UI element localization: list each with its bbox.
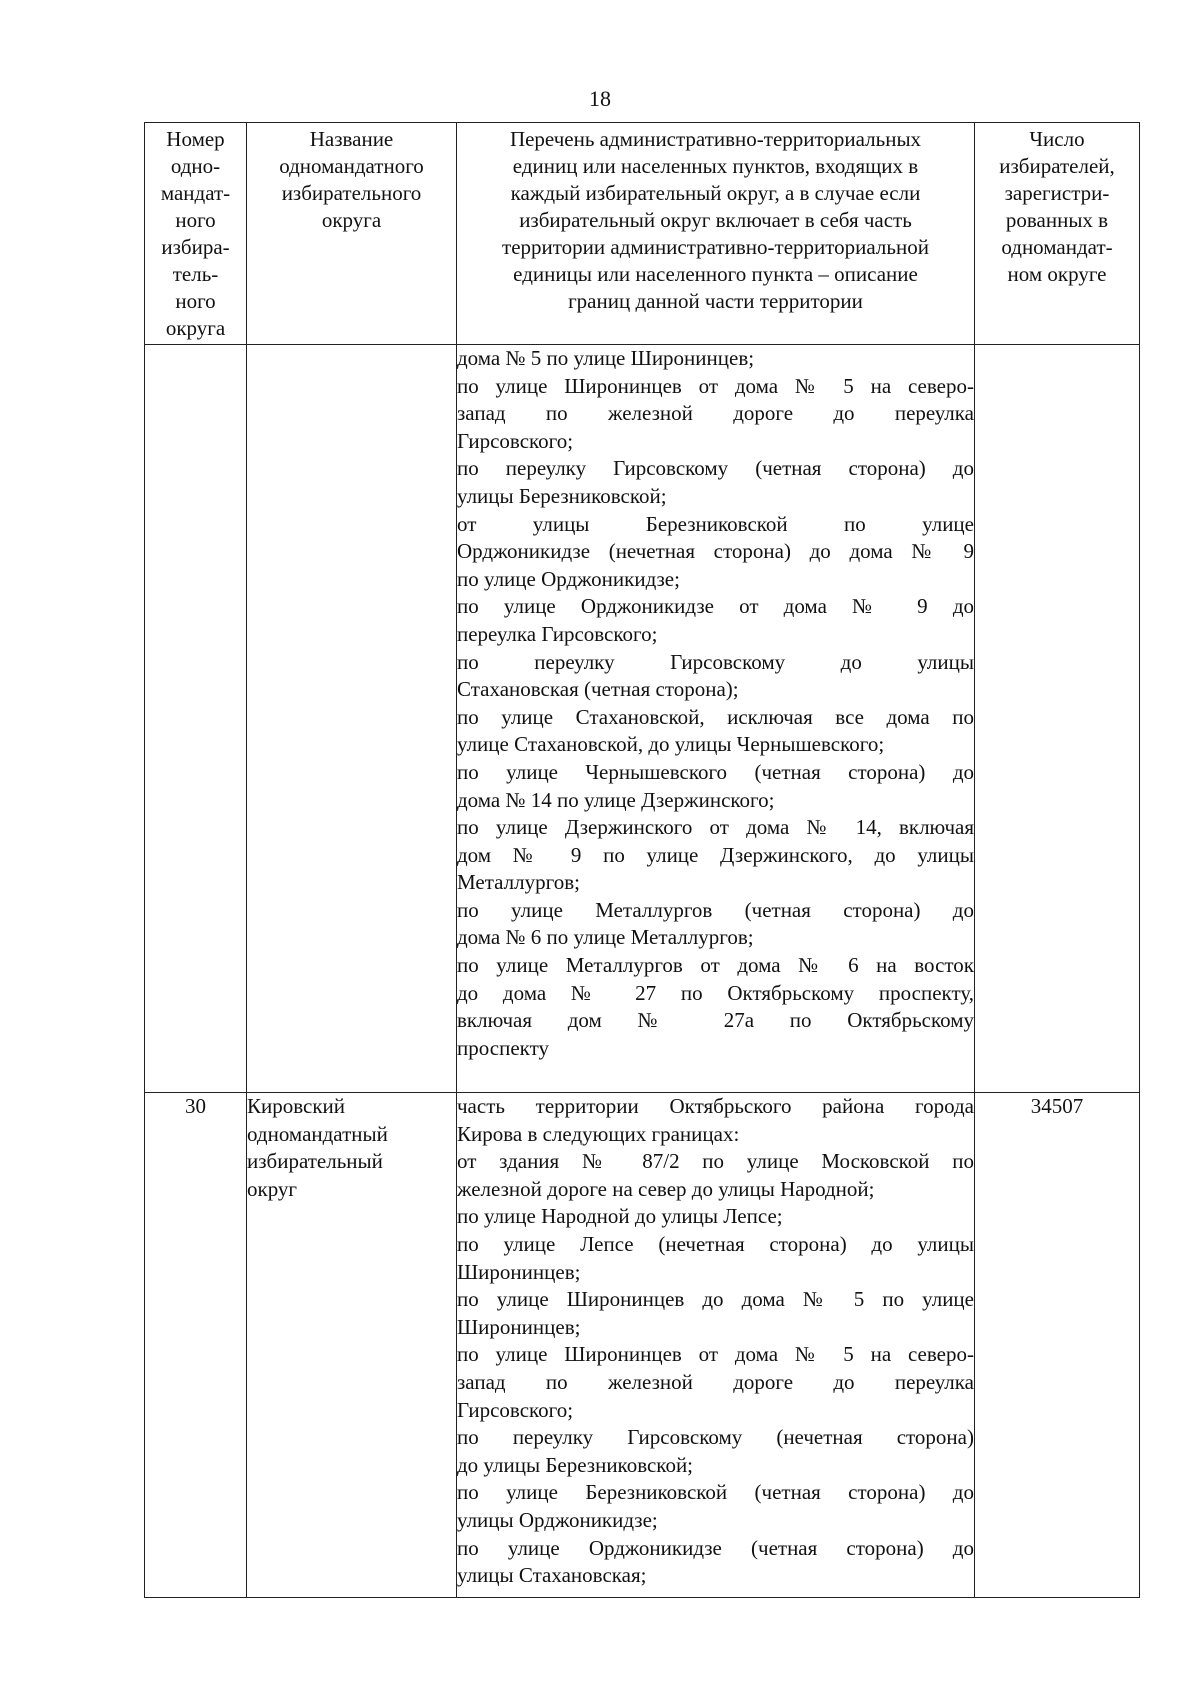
text-line: ного	[175, 289, 216, 313]
text-line: по переулку Гирсовскому (четная сторона) до	[457, 456, 974, 481]
text-line: Перечень административно-территориальных	[509, 127, 922, 151]
text-line: единицы или населенного пункта – описание	[513, 262, 918, 286]
text-line: Стахановская (четная сторона);	[457, 677, 739, 702]
text-line: Орджоникидзе (нечетная сторона) до дома № 9	[457, 539, 974, 564]
text-line: одно-	[170, 154, 221, 178]
text-line: одномандатный	[247, 1121, 388, 1146]
text-line: Широнинцев;	[457, 1259, 581, 1284]
text-line: Число	[1029, 127, 1085, 151]
text-line: от здания № 87/2 по улице Московской по	[457, 1149, 974, 1174]
text-line: Гирсовского;	[457, 428, 574, 453]
text-line: по улице Дзержинского от дома № 14, включая	[457, 815, 974, 840]
text-line: по улице Народной до улицы Лепсе;	[457, 1204, 783, 1229]
text-line: единиц или населенных пунктов, входящих в	[512, 154, 919, 178]
text-line: улицы Орджоникидзе;	[457, 1507, 658, 1532]
text-line: зарегистри-	[1004, 181, 1110, 205]
text-line: мандат-	[160, 181, 231, 205]
table-header-row	[145, 123, 1140, 345]
text-line: избирательный округ включает в себя часть	[519, 208, 912, 232]
text-line: Металлургов;	[457, 870, 580, 895]
text-line: одномандатного	[279, 154, 424, 178]
text-line: дома № 5 по улице Широнинцев;	[457, 346, 755, 370]
text-line: округа	[321, 208, 382, 232]
text-line: по переулку Гирсовскому (нечетная сторона)	[457, 1425, 974, 1450]
text-line: улицы Березниковской;	[457, 483, 667, 508]
header-district-number	[145, 123, 247, 345]
text-line: территории административно-территориальной	[502, 235, 929, 259]
text-line: ного	[175, 208, 216, 232]
text-line: запад по железной дороге до переулка	[457, 1369, 974, 1394]
text-line: улицы Стахановская;	[457, 1563, 647, 1588]
text-line: улице Стахановской, до улицы Чернышевского;	[457, 732, 885, 757]
text-line: Номер	[166, 127, 225, 151]
text-line: Широнинцев;	[457, 1314, 581, 1339]
text-line: Гирсовского;	[457, 1397, 574, 1422]
text-line: по улице Лепсе (нечетная сторона) до улицы	[457, 1231, 974, 1256]
text-line: рованных в	[1005, 208, 1109, 232]
text-line: округ	[247, 1176, 298, 1201]
text-line: по улице Березниковской (четная сторона) до	[457, 1480, 974, 1505]
header-territory-list	[457, 123, 975, 345]
text-line: Кирова в следующих границах:	[457, 1121, 740, 1146]
text-line: дома № 14 по улице Дзержинского;	[457, 787, 775, 812]
district-number-cell	[145, 345, 247, 1093]
table-row	[145, 1093, 1140, 1598]
text-line: железной дороге на север до улицы Народной;	[457, 1176, 875, 1201]
text-line: до дома № 27 по Октябрьскому проспекту,	[457, 980, 974, 1005]
text-line: избира-	[161, 235, 230, 259]
text-line: границ данной части территории	[568, 289, 863, 313]
text-line: по улице Орджоникидзе от дома № 9 до	[457, 594, 974, 619]
text-line: округа	[165, 316, 226, 340]
text-line: включая дом № 27а по Октябрьскому	[457, 1008, 974, 1033]
text-line: Кировский	[247, 1094, 346, 1118]
header-voter-count	[975, 123, 1140, 345]
table-row	[145, 345, 1140, 1093]
text-line: от улицы Березниковской по улице	[457, 511, 974, 536]
text-line: Название	[309, 127, 394, 151]
text-line: по улице Широнинцев от дома № 5 на северо-	[457, 373, 974, 398]
text-line: по улице Широнинцев до дома № 5 по улице	[457, 1287, 974, 1312]
text-line: ном округе	[1007, 262, 1107, 286]
header-district-name	[247, 123, 457, 345]
text-line: по улице Орджоникидзе (четная сторона) до	[457, 1535, 974, 1560]
text-line: проспекту	[457, 1035, 549, 1060]
text-line: по улице Металлургов (четная сторона) до	[457, 897, 974, 922]
text-line: тель-	[172, 262, 219, 286]
district-name-cell	[247, 345, 457, 1093]
text-line: запад по железной дороге до переулка	[457, 401, 974, 426]
text-line: дома № 6 по улице Металлургов;	[457, 925, 754, 950]
text-line: по улице Чернышевского (четная сторона) до	[457, 759, 974, 784]
text-line: по улице Стахановской, исключая все дома по	[457, 704, 974, 729]
districts-table	[144, 122, 1140, 1598]
text-line: по улице Металлургов от дома № 6 на восток	[457, 953, 974, 978]
voter-count-cell: 34507	[975, 1093, 1140, 1598]
text-line: до улицы Березниковской;	[457, 1452, 694, 1477]
text-line: по улице Орджоникидзе;	[457, 566, 680, 591]
text-line: дом № 9 по улице Дзержинского, до улицы	[457, 842, 974, 867]
text-line: по переулку Гирсовскому до улицы	[457, 649, 974, 674]
district-number-cell: 30	[145, 1093, 247, 1598]
text-line: каждый избирательный округ, а в случае если	[510, 181, 921, 205]
text-line: избирательного	[281, 181, 422, 205]
text-line: одномандат-	[1001, 235, 1113, 259]
district-boundary-description	[457, 345, 975, 1093]
text-line: переулка Гирсовского;	[457, 621, 658, 646]
text-line: избирателей,	[999, 154, 1115, 178]
page-number: 18	[589, 86, 611, 111]
text-line: часть территории Октябрьского района города	[457, 1094, 974, 1118]
voter-count-cell	[975, 345, 1140, 1093]
district-boundary-description	[457, 1093, 975, 1598]
district-name-cell	[247, 1093, 457, 1598]
text-line: избирательный	[247, 1149, 383, 1174]
text-line: по улице Широнинцев от дома № 5 на северо-	[457, 1342, 974, 1367]
